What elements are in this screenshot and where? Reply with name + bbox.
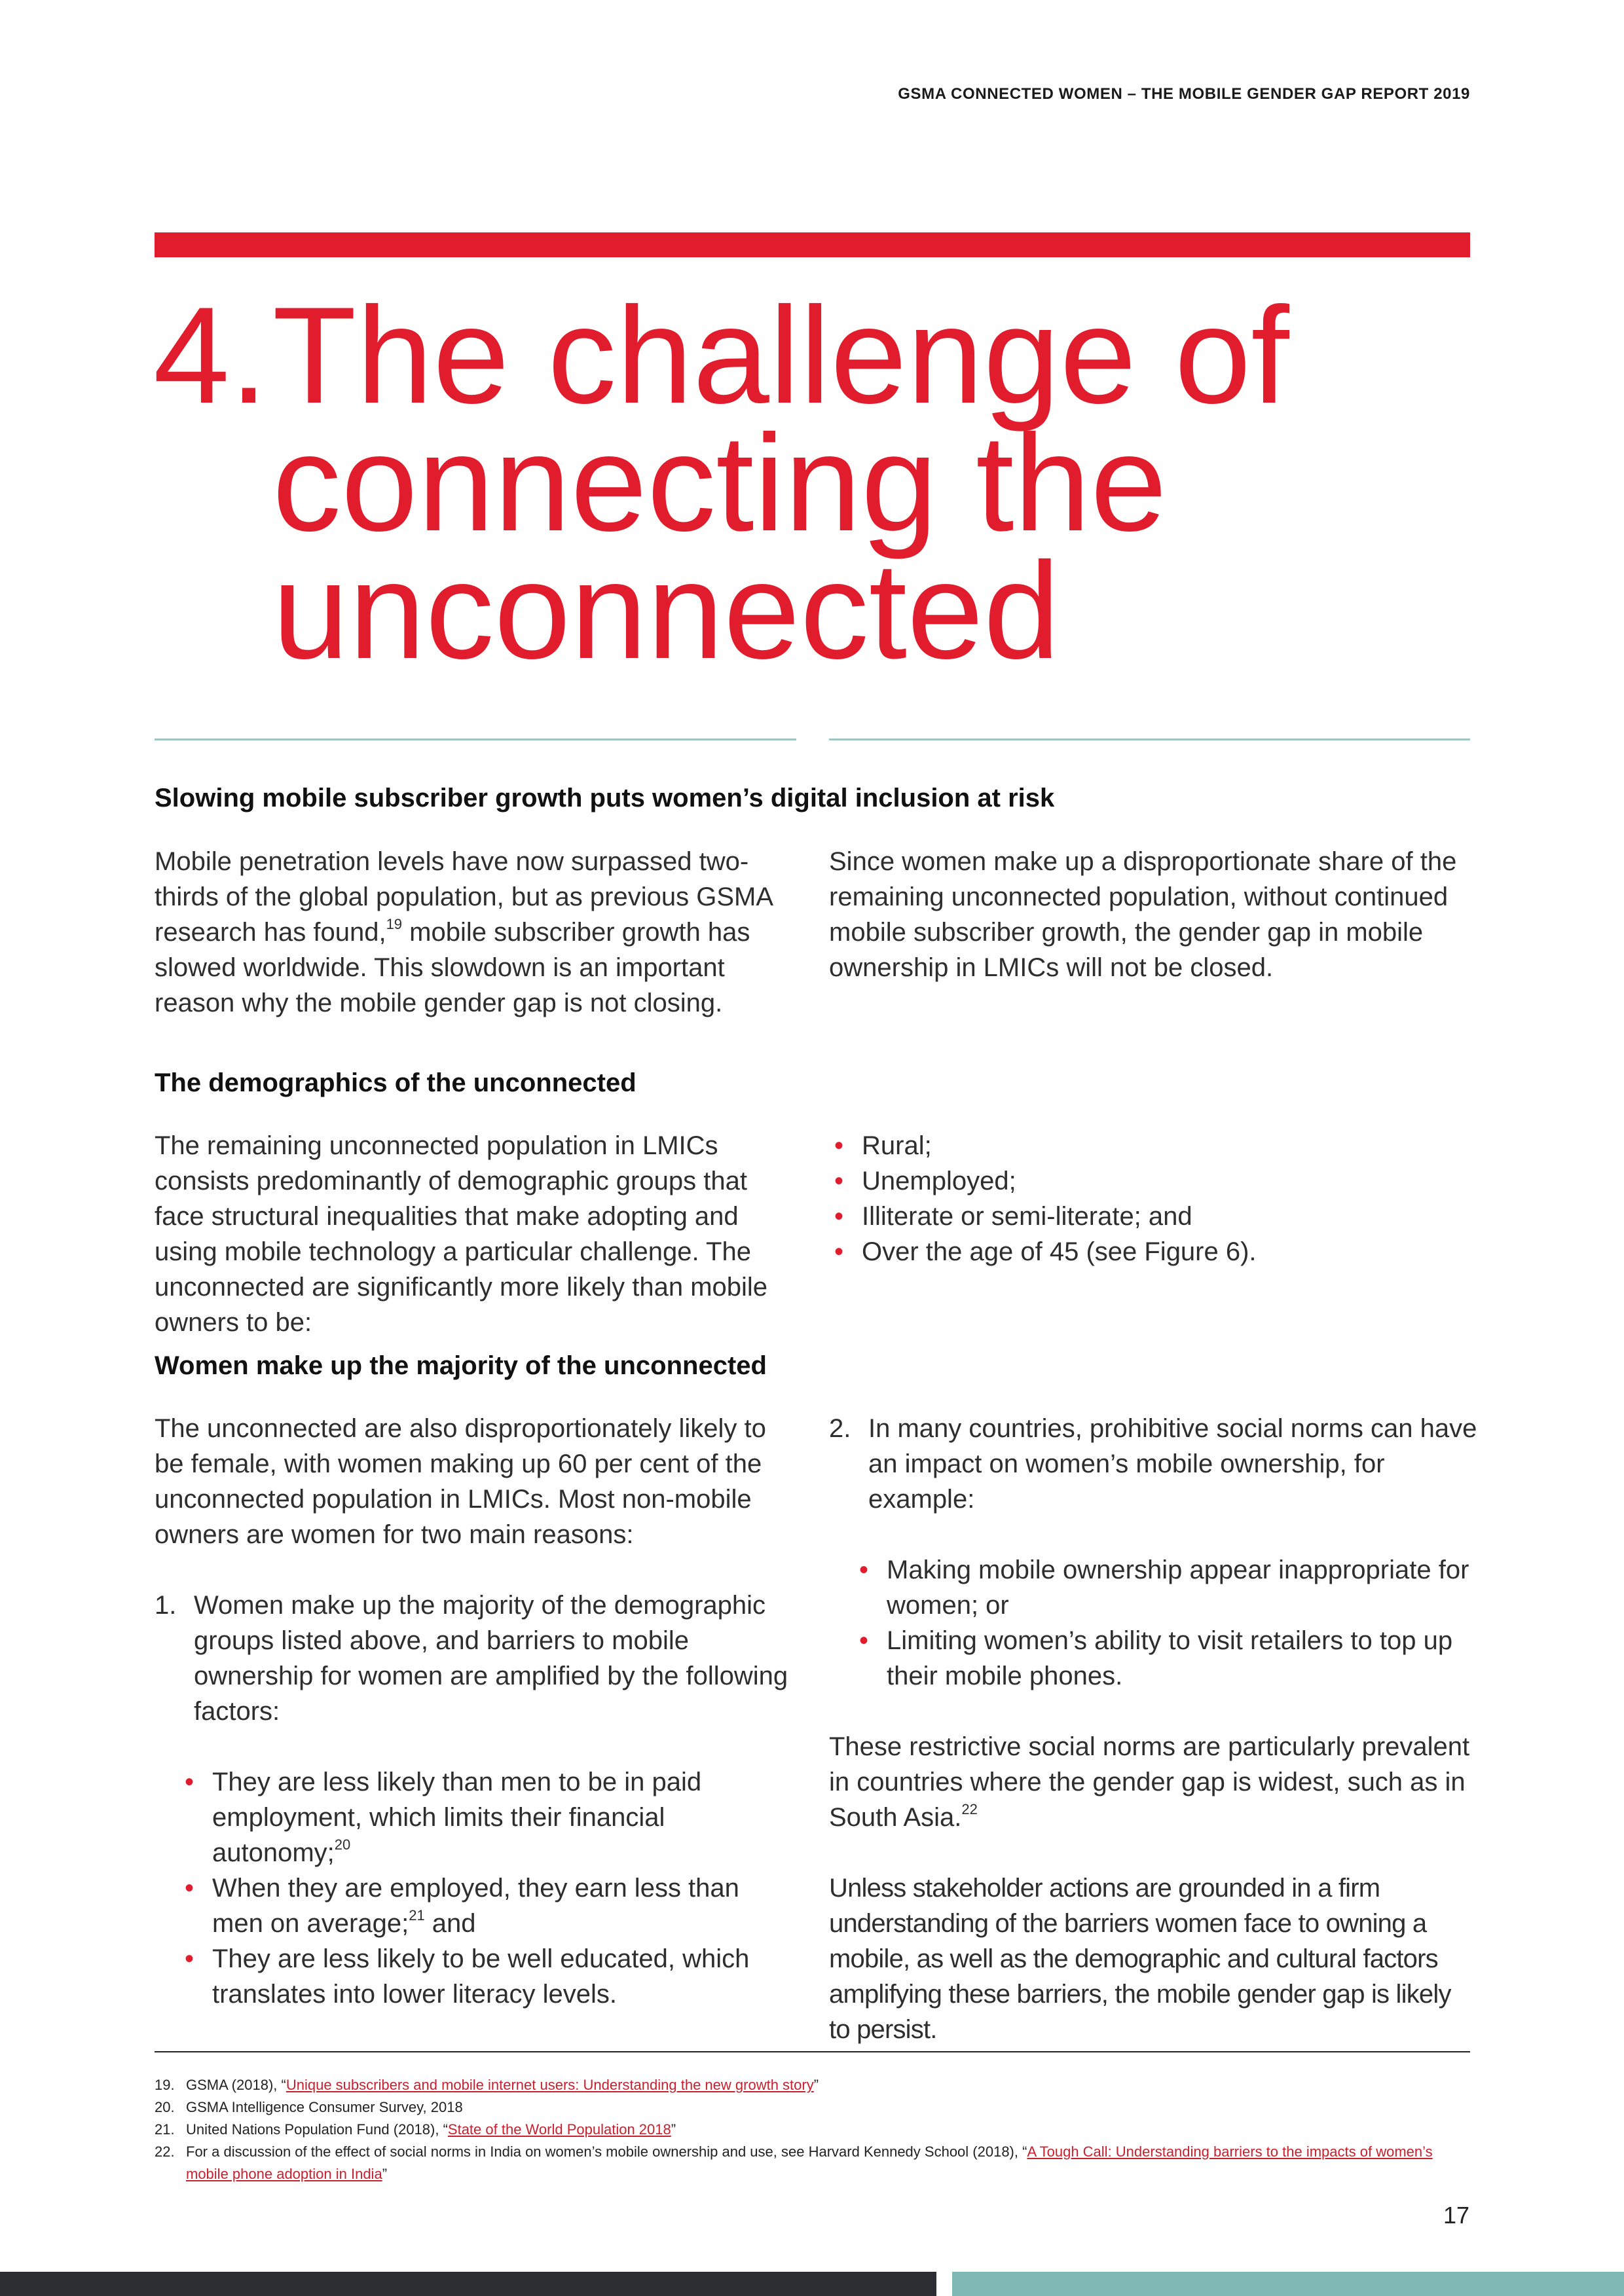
list-item: • Making mobile ownership appear inappropriate for women; or: [854, 1552, 1477, 1623]
footnote-ref[interactable]: 19: [386, 915, 403, 932]
footnote-link[interactable]: State of the World Population 2018: [447, 2121, 671, 2138]
bullet-list: [829, 1128, 1477, 1269]
running-header: GSMA CONNECTED WOMEN – THE MOBILE GENDER GAP REPORT 2019: [898, 85, 1470, 103]
paragraph: Unless stakeholder actions are grounded in a firm understanding of the barriers women face to owning a mobile, as well as the demographic and cultural factors amplifying these barriers, the mobile gender gap is likely to persist.: [829, 1874, 1451, 2044]
chapter-title-line: unconnected: [272, 534, 1060, 687]
footnote-divider: [155, 2051, 1470, 2052]
chapter-number: 4.: [153, 278, 268, 432]
paragraph: Mobile penetration levels have now surpassed two-thirds of the global population, but as previous GSMA research has found,$^{19}$ mobile subscriber growth has slowed worldwide. This slowdown is an important reason why the mobile gender gap is not closing.: [155, 847, 772, 1017]
list-item: • They are less likely than men to be in paid employment, which limits their financial autonomy;$^{20}$: [179, 1764, 796, 1870]
footnote: 21. United Nations Population Fund (2018), “State of the World Population 2018”: [155, 2121, 676, 2138]
list-item: • Unemployed;: [829, 1163, 1477, 1199]
list-item: • Limiting women’s ability to visit retailers to top up their mobile phones.: [854, 1623, 1477, 1694]
footnotes: [155, 2074, 1470, 2185]
list-item: • Over the age of 45 (see Figure 6).: [829, 1234, 1477, 1269]
footnote-ref[interactable]: 21: [409, 1906, 425, 1923]
footnote-ref[interactable]: 22: [961, 1800, 978, 1817]
paragraph: These restrictive social norms are particularly prevalent in countries where the gender gap is widest, such as in South Asia.$^{22}$: [829, 1732, 1470, 1832]
numbered-item: 2. In many countries, prohibitive social norms can have an impact on women’s mobile ownership, for example: • Making mobile ownership appear inappropriate for women; or • Limiting women’s ability to visit retailers to top up their mobile phones.: [829, 1411, 1477, 1694]
numbered-item: 1. Women make up the majority of the demographic groups listed above, and barriers to mobile ownership for women are amplified by the following factors: • They are less likely than men to be in paid employment, which limits their financial autonomy;$^{20}$ • When they are employed, they earn less than men on average;$^{21}$ and • They are less likely to be well educated, which translates into lower literacy levels.: [155, 1588, 796, 2012]
left-column: [155, 1411, 796, 2012]
bullet-list: [854, 1552, 1477, 1694]
divider-left: [155, 738, 796, 740]
list-item: • When they are employed, they earn less than men on average;$^{21}$ and: [179, 1870, 796, 1941]
footnote: 19. GSMA (2018), “Unique subscribers and mobile internet users: Understanding the new growth story”: [155, 2077, 819, 2093]
section-heading: The demographics of the unconnected: [155, 1068, 637, 1097]
footnote: 22. For a discussion of the effect of social norms in India on women’s mobile ownership and use, see Harvard Kennedy School (2018), “A Tough Call: Understanding barriers to the impacts of women’s mobile phone adoption in India”: [155, 2143, 1433, 2182]
chapter-title-line: connecting the: [272, 406, 1168, 560]
chapter-title: [272, 278, 1451, 687]
section-heading: Women make up the majority of the unconnected: [155, 1351, 767, 1380]
paragraph: The unconnected are also disproportionately likely to be female, with women making up 60 per cent of the unconnected population in LMICs. Most non-mobile owners are women for two main reasons:: [155, 1414, 766, 1549]
right-column: [829, 1411, 1477, 2047]
footer-bar-teal: [952, 2272, 1624, 2296]
list-item: • Illiterate or semi-literate; and: [829, 1199, 1477, 1234]
list-item: • They are less likely to be well educated, which translates into lower literacy levels.: [179, 1941, 796, 2012]
section-heading: Slowing mobile subscriber growth puts women’s digital inclusion at risk: [155, 784, 1055, 812]
footnote-ref[interactable]: 20: [334, 1836, 351, 1853]
paragraph: Since women make up a disproportionate share of the remaining unconnected population, without continued mobile subscriber growth, the gender gap in mobile ownership in LMICs will not be closed.: [829, 847, 1457, 982]
paragraph: The remaining unconnected population in LMICs consists predominantly of demographic groups that face structural inequalities that make adopting and using mobile technology a particular challenge. The unconnected are significantly more likely than mobile owners to be:: [155, 1131, 768, 1337]
chapter-accent-bar: [155, 232, 1470, 257]
bullet-list: [179, 1764, 796, 2012]
page-number: 17: [1443, 2202, 1469, 2229]
footnote: 20. GSMA Intelligence Consumer Survey, 2018: [155, 2099, 463, 2115]
footnote-link[interactable]: A Tough Call: Understanding barriers to the impacts of women’s mobile phone adoption in India: [186, 2143, 1433, 2182]
chapter-title-line: The challenge of: [272, 278, 1289, 432]
list-item: • Rural;: [829, 1128, 1477, 1163]
footnote-link[interactable]: Unique subscribers and mobile internet users: Understanding the new growth story: [286, 2077, 814, 2093]
divider-right: [829, 738, 1470, 740]
footer-bar-dark: [0, 2272, 936, 2296]
